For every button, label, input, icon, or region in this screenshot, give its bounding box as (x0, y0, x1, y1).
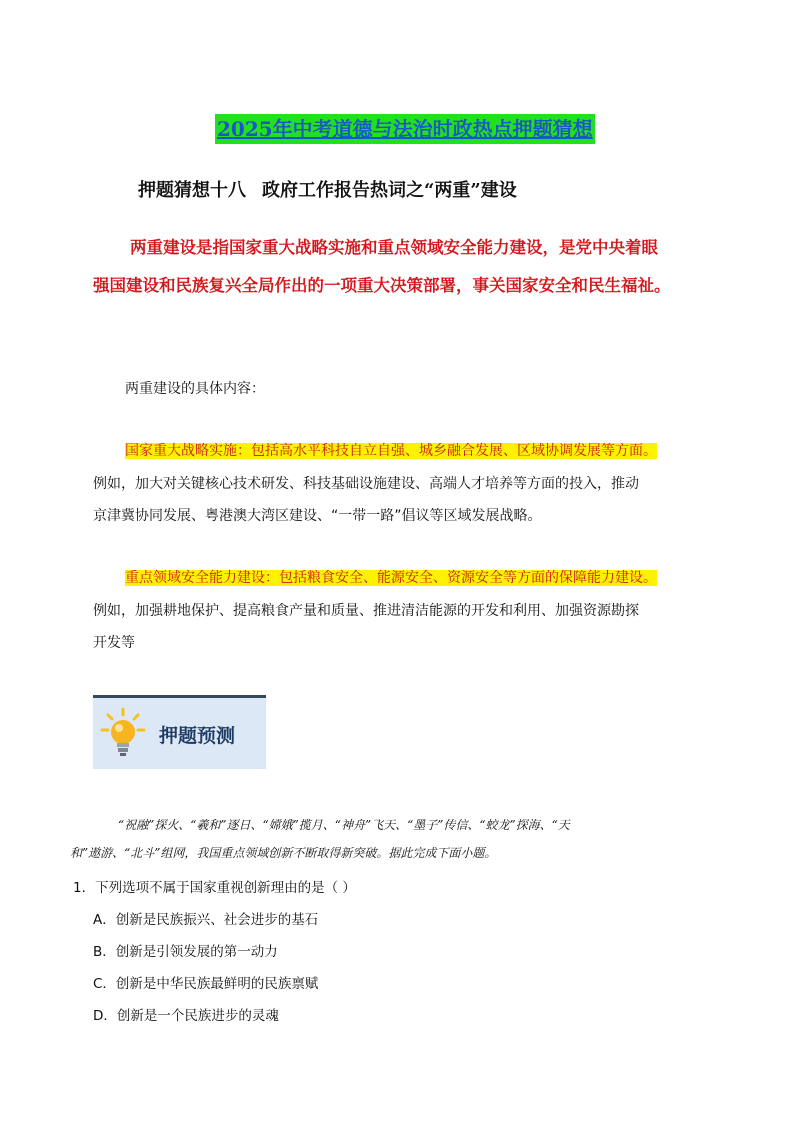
section-subtitle (138, 176, 517, 202)
option-b: B．创新是引领发展的第一动力 (93, 944, 278, 960)
lightbulb-icon (99, 706, 155, 766)
intro-line-1: 两重建设是指国家重大战略实施和重点领域安全能力建设，是党中央着眼 (130, 238, 658, 257)
document-title: 2025年中考道德与法治时政热点押题猜想 (215, 114, 595, 144)
subtitle-number: 押题猜想十八 (138, 180, 246, 201)
option-d: D．创新是一个民族进步的灵魂 (93, 1008, 279, 1024)
intro-line-2: 强国建设和民族复兴全局作出的一项重大决策部署，事关国家安全和民生福祉。 (93, 276, 671, 295)
passage-line-2: 和”遨游、“北斗”组网，我国重点领域创新不断取得新突破。据此完成下面小题。 (70, 846, 497, 860)
item2-line-2: 例如，加强耕地保护、提高粮食产量和质量、推进清洁能源的开发和利用、加强资源勘探 (93, 603, 639, 619)
question-passage (70, 811, 730, 867)
item1-line-2: 例如，加大对关键核心技术研发、科技基础设施建设、高端人才培养等方面的投入，推动 (93, 476, 639, 492)
content-heading: 两重建设的具体内容： (125, 381, 265, 397)
passage-line-1: “祝融”探火、“羲和”逐日、“嫦娥”揽月、“神舟”飞天、“墨子”传信、“蛟龙”探海、“天 (118, 818, 570, 832)
subtitle-topic: 政府工作报告热词之“两重”建设 (262, 180, 517, 201)
intro-paragraph (93, 229, 733, 305)
item1-highlight (125, 440, 657, 462)
item1-line-3: 京津冀协同发展、粤港澳大湾区建设、“一带一路”倡议等区域发展战略。 (93, 508, 542, 524)
item2-highlight-text: 重点领域安全能力建设：包括粮食安全、能源安全、资源安全等方面的保障能力建设。 (125, 570, 657, 586)
option-a: A．创新是民族振兴、社会进步的基石 (93, 912, 319, 928)
item2-line-3: 开发等 (93, 635, 135, 651)
option-c: C．创新是中华民族最鲜明的民族禀赋 (93, 976, 319, 992)
prediction-banner (93, 695, 266, 769)
question-stem: 1．下列选项不属于国家重视创新理由的是（ ） (73, 880, 356, 896)
item2-highlight (125, 567, 657, 589)
item1-highlight-text: 国家重大战略实施：包括高水平科技自立自强、城乡融合发展、区域协调发展等方面。 (125, 443, 657, 459)
banner-label: 押题预测 (159, 725, 236, 747)
